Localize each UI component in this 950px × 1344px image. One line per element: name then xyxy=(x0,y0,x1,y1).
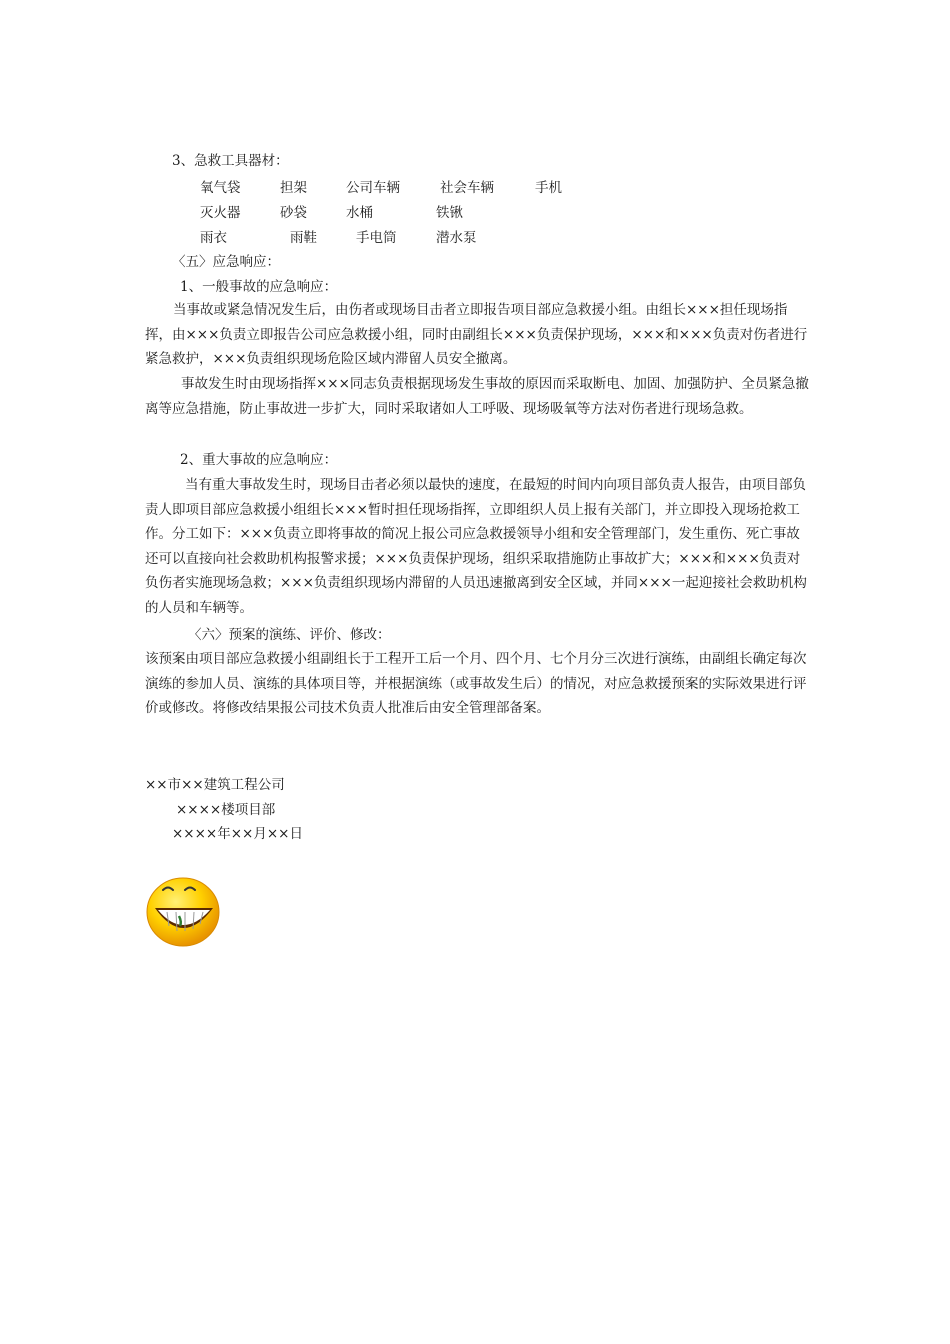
tool-item: 公司车辆 xyxy=(346,180,400,196)
section-heading: 〈五〉应急响应： xyxy=(172,254,280,270)
tool-item: 水桶 xyxy=(346,205,373,221)
signature-date: ××××年××月××日 xyxy=(172,826,303,842)
tool-item: 氧气袋 xyxy=(200,180,241,196)
tools-heading: 3、急救工具器材： xyxy=(172,153,289,169)
tool-item: 手机 xyxy=(535,180,562,196)
tool-item: 砂袋 xyxy=(280,205,307,221)
tool-item: 雨鞋 xyxy=(290,230,317,246)
paragraph: 当事故或紧急情况发生后，由伤者或现场目击者立即报告项目部应急救援小组。由组长×××担任现场指挥，由×××负责立即报告公司应急救援小组，同时由副组长×××负责保护现场，×××和×××负责对伤者进行紧急救护，×××负责组织现场危险区域内滞留人员安全撤离。 xyxy=(145,302,808,367)
paragraph: 事故发生时由现场指挥×××同志负责根据现场发生事故的原因而采取断电、加固、加强防护、全员紧急撤离等应急措施，防止事故进一步扩大，同时采取诸如人工呼吸、现场吸氧等方法对伤者进行现场急救。 xyxy=(145,376,809,417)
grinning-smiley-icon xyxy=(145,876,221,948)
subsection-heading: 1、一般事故的应急响应： xyxy=(180,279,338,295)
tool-item: 手电筒 xyxy=(356,230,397,246)
tool-item: 灭火器 xyxy=(200,205,241,221)
section-heading: 〈六〉预案的演练、评价、修改： xyxy=(188,627,391,643)
tool-item: 社会车辆 xyxy=(440,180,494,196)
tool-item: 铁锹 xyxy=(436,205,463,221)
tool-item: 雨衣 xyxy=(200,230,227,246)
paragraph: 当有重大事故发生时，现场目击者必须以最快的速度，在最短的时间内向项目部负责人报告，由项目部负责人即项目部应急救援小组组长×××暂时担任现场指挥，立即组织人员上报有关部门，并立即投入现场抢救工作。分工如下：×××负责立即将事故的简况上报公司应急救援领导小组和安全管理部门，发生重伤、死亡事故还可以直接向社会救助机构报警求援；×××负责保护现场，组织采取措施防止事故扩大；×××和×××负责对负伤者实施现场急救；×××负责组织现场内滞留的人员迅速撤离到安全区域，并同×××一起迎接社会救助机构的人员和车辆等。 xyxy=(145,477,807,616)
tool-item: 担架 xyxy=(280,180,307,196)
company-name: ××市××建筑工程公司 xyxy=(145,777,285,793)
subsection-heading: 2、重大事故的应急响应： xyxy=(180,452,338,468)
paragraph: 该预案由项目部应急救援小组副组长于工程开工后一个月、四个月、七个月分三次进行演练，由副组长确定每次演练的参加人员、演练的具体项目等，并根据演练（或事故发生后）的情况，对应急救援预案的实际效果进行评价或修改。将修改结果报公司技术负责人批准后由安全管理部备案。 xyxy=(145,651,807,716)
department-name: ××××楼项目部 xyxy=(176,802,276,818)
tool-item: 潜水泵 xyxy=(436,230,477,246)
